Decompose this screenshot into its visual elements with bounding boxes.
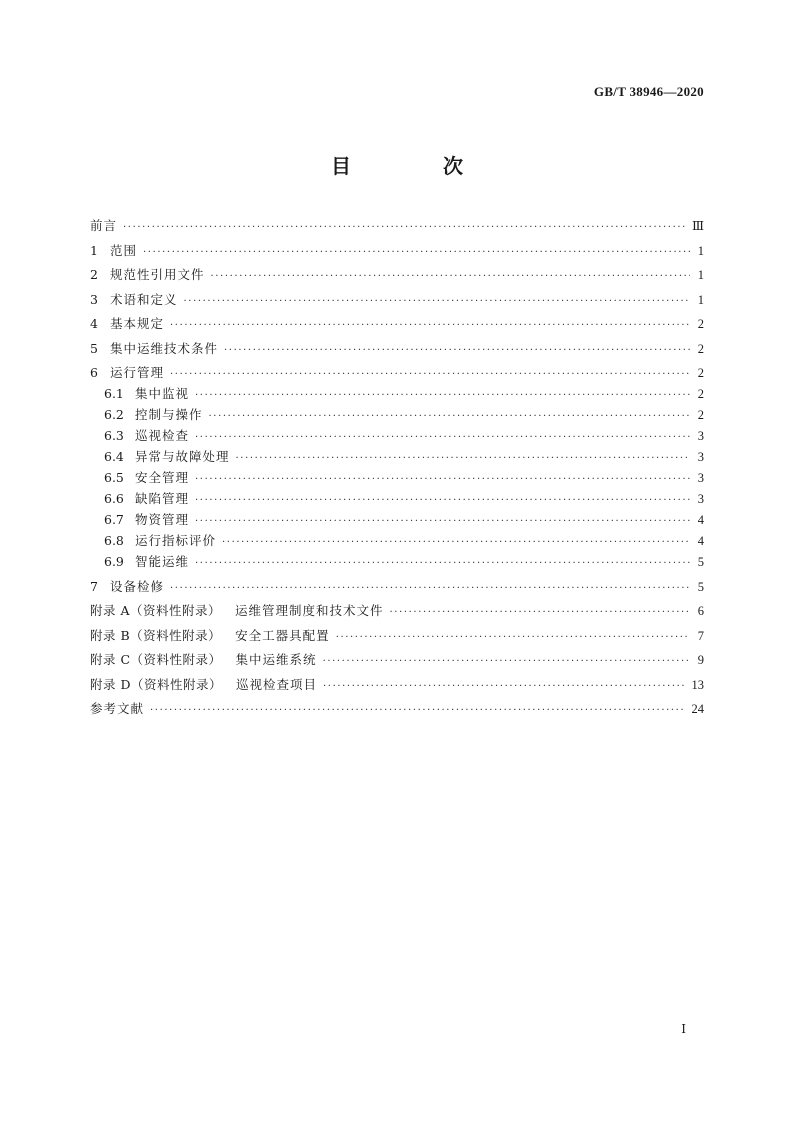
toc-entry[interactable] bbox=[90, 216, 704, 237]
toc-dot-leader bbox=[184, 296, 690, 307]
toc-entry[interactable] bbox=[90, 290, 704, 311]
toc-entry-page: 3 bbox=[697, 450, 704, 464]
toc-entry-page: 5 bbox=[697, 555, 704, 569]
toc-entry-page: 1 bbox=[697, 292, 704, 307]
standard-code: GB/T 38946—2020 bbox=[593, 84, 704, 99]
toc-entry-number: 6.6 bbox=[104, 491, 124, 506]
toc-dot-leader bbox=[209, 411, 690, 422]
toc-entry[interactable] bbox=[90, 339, 704, 360]
toc-entry-label: 物资管理 bbox=[135, 512, 190, 527]
toc-dot-leader bbox=[323, 656, 690, 667]
toc-entry-number: 6.1 bbox=[104, 386, 124, 401]
toc-entry-number: 6.2 bbox=[104, 407, 124, 422]
toc-entry-page: 2 bbox=[697, 317, 704, 331]
toc-dot-leader bbox=[224, 345, 690, 356]
table-of-contents bbox=[90, 216, 704, 720]
toc-entry-page: 3 bbox=[697, 471, 704, 485]
toc-dot-leader bbox=[170, 369, 690, 380]
toc-entry[interactable] bbox=[90, 552, 704, 573]
toc-entry-number: 4 bbox=[90, 316, 98, 331]
toc-entry-number: 1 bbox=[90, 242, 98, 258]
toc-entry-number: 6.5 bbox=[104, 470, 124, 485]
toc-entry-page: 2 bbox=[697, 341, 704, 356]
toc-entry-label: 术语和定义 bbox=[110, 291, 178, 307]
toc-entry-number: 3 bbox=[90, 291, 98, 307]
toc-dot-leader bbox=[195, 474, 690, 485]
toc-entry-label: 基本规定 bbox=[110, 316, 165, 331]
toc-entry-number: 5 bbox=[90, 340, 98, 356]
toc-entry-label: 参考文献 bbox=[90, 701, 145, 716]
toc-entry-page: 1 bbox=[697, 243, 704, 258]
toc-entry-page: 1 bbox=[697, 268, 704, 282]
toc-dot-leader bbox=[211, 271, 690, 282]
toc-entry-number: 6.4 bbox=[104, 449, 124, 464]
toc-entry-page: 2 bbox=[697, 366, 704, 380]
toc-entry-page: 13 bbox=[691, 677, 704, 692]
toc-entry-label: 集中运维技术条件 bbox=[110, 340, 219, 356]
toc-dot-leader bbox=[195, 495, 690, 506]
page-title: 目 次 bbox=[331, 154, 499, 178]
toc-entry-appendix-prefix: 附录 A（资料性附录） bbox=[90, 603, 222, 618]
toc-entry-label: 缺陷管理 bbox=[135, 491, 190, 506]
toc-entry[interactable] bbox=[90, 314, 704, 335]
toc-entry-number: 2 bbox=[90, 267, 98, 282]
toc-entry-label: 智能运维 bbox=[135, 554, 190, 569]
toc-entry[interactable] bbox=[90, 577, 704, 598]
toc-entry-label: 异常与故障处理 bbox=[135, 449, 230, 464]
toc-dot-leader bbox=[195, 432, 690, 443]
toc-dot-leader bbox=[143, 247, 690, 258]
toc-entry[interactable] bbox=[90, 489, 704, 510]
toc-entry-appendix-prefix: 附录 D（资料性附录） bbox=[90, 676, 222, 692]
toc-entry-label: 巡视检查项目 bbox=[236, 676, 318, 692]
toc-entry-number: 6.7 bbox=[104, 512, 124, 527]
toc-entry-page: 4 bbox=[697, 513, 704, 527]
toc-dot-leader bbox=[195, 516, 690, 527]
toc-entry[interactable] bbox=[90, 650, 704, 671]
toc-entry-number: 6 bbox=[90, 365, 98, 380]
toc-entry-page: 4 bbox=[697, 534, 704, 548]
page-number: Ⅰ bbox=[681, 1022, 686, 1036]
toc-dot-leader bbox=[336, 632, 690, 643]
toc-entry[interactable] bbox=[90, 468, 704, 489]
toc-entry[interactable] bbox=[90, 405, 704, 426]
toc-entry-number: 6.9 bbox=[104, 554, 124, 569]
toc-entry[interactable] bbox=[90, 384, 704, 405]
toc-dot-leader bbox=[390, 607, 690, 618]
toc-entry-label: 前言 bbox=[90, 218, 118, 233]
toc-entry-label: 运行管理 bbox=[110, 365, 165, 380]
toc-entry-page: 7 bbox=[697, 628, 704, 643]
toc-entry-appendix-prefix: 附录 B（资料性附录） bbox=[90, 627, 222, 643]
toc-dot-leader bbox=[170, 583, 690, 594]
toc-entry-label: 范围 bbox=[110, 242, 138, 258]
toc-entry-page: 5 bbox=[697, 579, 704, 594]
toc-entry[interactable] bbox=[90, 626, 704, 647]
toc-entry-number: 6.8 bbox=[104, 533, 124, 548]
toc-dot-leader bbox=[195, 390, 690, 401]
toc-entry-page: 24 bbox=[691, 702, 704, 716]
toc-entry[interactable] bbox=[90, 675, 704, 696]
toc-dot-leader bbox=[195, 558, 690, 569]
toc-entry[interactable] bbox=[90, 447, 704, 468]
toc-entry-label: 规范性引用文件 bbox=[110, 267, 205, 282]
toc-dot-leader bbox=[236, 453, 690, 464]
toc-dot-leader bbox=[222, 537, 690, 548]
toc-entry-label: 集中运维系统 bbox=[235, 652, 317, 667]
toc-entry-label: 集中监视 bbox=[135, 386, 190, 401]
toc-entry-page: 9 bbox=[697, 653, 704, 667]
toc-entry-label: 控制与操作 bbox=[135, 407, 203, 422]
toc-entry-appendix-prefix: 附录 C（资料性附录） bbox=[90, 652, 222, 667]
toc-entry[interactable] bbox=[90, 265, 704, 286]
toc-entry-page: 2 bbox=[697, 408, 704, 422]
toc-dot-leader bbox=[123, 222, 686, 233]
toc-entry[interactable] bbox=[90, 363, 704, 384]
toc-dot-leader bbox=[323, 681, 685, 692]
toc-entry-label: 安全工器具配置 bbox=[235, 627, 330, 643]
toc-entry[interactable] bbox=[90, 241, 704, 262]
toc-entry-label: 设备检修 bbox=[110, 578, 165, 594]
toc-entry[interactable] bbox=[90, 699, 704, 720]
toc-entry-number: 7 bbox=[90, 578, 98, 594]
toc-entry-label: 运行指标评价 bbox=[135, 533, 217, 548]
toc-entry-page: 6 bbox=[697, 604, 704, 618]
toc-entry-label: 运维管理制度和技术文件 bbox=[235, 603, 384, 618]
toc-dot-leader bbox=[150, 705, 685, 716]
toc-entry-page: Ⅲ bbox=[691, 219, 704, 233]
toc-entry[interactable] bbox=[90, 426, 704, 447]
toc-entry-label: 巡视检查 bbox=[135, 428, 190, 443]
toc-dot-leader bbox=[170, 320, 690, 331]
toc-entry-page: 3 bbox=[697, 492, 704, 506]
toc-entry-page: 3 bbox=[697, 429, 704, 443]
toc-entry-number: 6.3 bbox=[104, 428, 124, 443]
toc-entry[interactable] bbox=[90, 510, 704, 531]
toc-entry[interactable] bbox=[90, 531, 704, 552]
toc-entry[interactable] bbox=[90, 601, 704, 622]
toc-entry-page: 2 bbox=[697, 387, 704, 401]
toc-entry-label: 安全管理 bbox=[135, 470, 190, 485]
